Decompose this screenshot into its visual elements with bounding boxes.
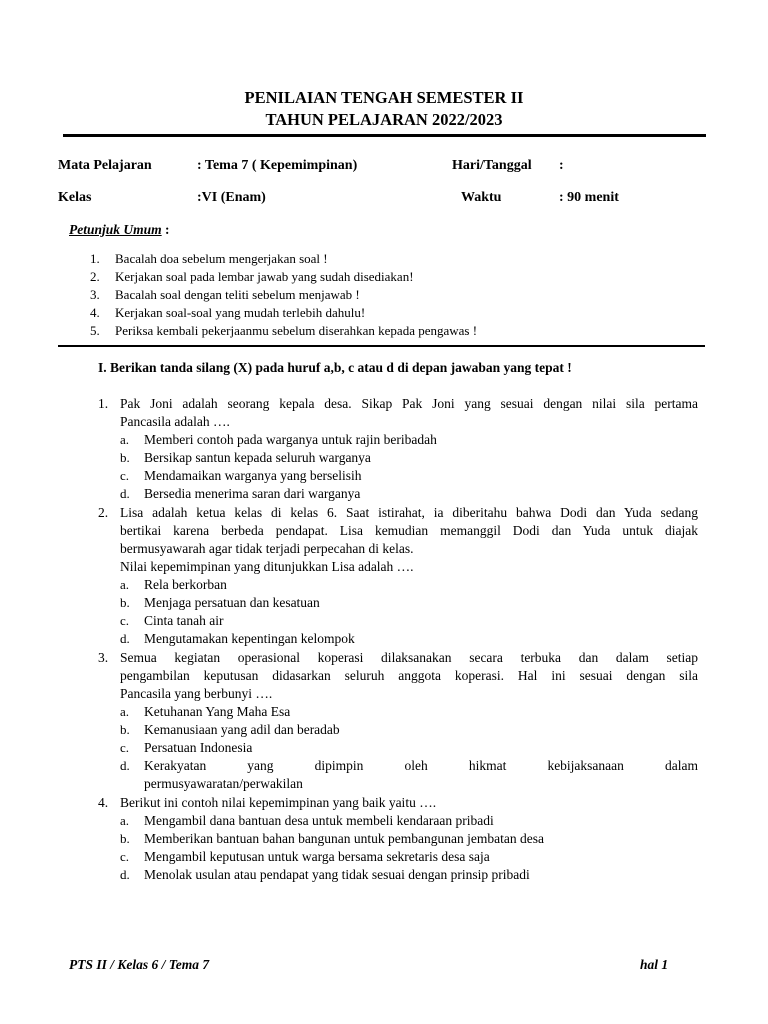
option-letter: d.: [120, 867, 130, 882]
class-label: Kelas: [58, 190, 92, 205]
option-letter: a.: [120, 813, 130, 828]
option-text: Menolak usulan atau pendapat yang tidak sesuai dengan prinsip pribadi: [144, 867, 530, 882]
option-text: Kerakyatan yang dipimpin oleh hikmat kebijaksanaan dalam: [144, 758, 698, 773]
option-letter: b.: [120, 722, 130, 737]
question-text: bermusyawarah agar tidak terjadi perpecahan di kelas.: [120, 541, 414, 556]
option-text: Mengutamakan kepentingan kelompok: [144, 631, 355, 646]
option-letter: c.: [120, 468, 130, 483]
option-letter: c.: [120, 613, 130, 628]
question-number: 4.: [98, 795, 109, 810]
question-number: 1.: [98, 396, 109, 411]
instructions-title-colon: :: [161, 222, 170, 237]
question-text: Berikut ini contoh nilai kepemimpinan yang baik yaitu ….: [120, 795, 437, 810]
question-number: 3.: [98, 650, 109, 665]
section-divider: [58, 345, 705, 347]
option-text: Ketuhanan Yang Maha Esa: [144, 704, 291, 719]
instruction-number: 2.: [90, 269, 100, 284]
instruction-number: 1.: [90, 251, 100, 266]
page-number: hal 1: [640, 957, 669, 972]
option-text: Bersedia menerima saran dari warganya: [144, 486, 361, 501]
footer-left: PTS II / Kelas 6 / Tema 7: [69, 957, 210, 972]
subject-value: : Tema 7 ( Kepemimpinan): [197, 158, 358, 173]
instruction-text: Periksa kembali pekerjaanmu sebelum diserahkan kepada pengawas !: [115, 323, 478, 338]
option-text: Kemanusiaan yang adil dan beradab: [144, 722, 340, 737]
option-letter: b.: [120, 595, 130, 610]
option-text: Menjaga persatuan dan kesatuan: [144, 595, 320, 610]
option-text: Memberikan bantuan bahan bangunan untuk pembangunan jembatan desa: [144, 831, 544, 846]
option-text: Bersikap santun kepada seluruh warganya: [144, 450, 371, 465]
instruction-number: 3.: [90, 287, 100, 302]
option-letter: c.: [120, 849, 130, 864]
question-text: Lisa adalah ketua kelas di kelas 6. Saat istirahat, ia diberitahu bahwa Dodi dan Yuda sedang: [120, 505, 698, 520]
class-value: :VI (Enam): [197, 190, 266, 205]
section-heading: I. Berikan tanda silang (X) pada huruf a,b, c atau d di depan jawaban yang tepat !: [98, 360, 572, 375]
option-letter: a.: [120, 704, 130, 719]
question-number: 2.: [98, 505, 109, 520]
question-text: Nilai kepemimpinan yang ditunjukkan Lisa adalah ….: [120, 559, 414, 574]
option-letter: b.: [120, 831, 130, 846]
option-letter: d.: [120, 631, 130, 646]
question-text: Pak Joni adalah seorang kepala desa. Sikap Pak Joni yang sesuai dengan nilai sila pertama: [120, 396, 698, 411]
date-value: :: [559, 158, 564, 173]
instruction-text: Kerjakan soal pada lembar jawab yang sudah disediakan!: [115, 269, 414, 284]
option-text-continued: permusyawaratan/perwakilan: [144, 776, 303, 791]
header-divider: [63, 134, 706, 137]
page-subtitle: TAHUN PELAJARAN 2022/2023: [265, 110, 503, 129]
question-text: bertikai karena berbeda pendapat. Lisa kemudian memanggil Dodi dan Yuda untuk diajak: [120, 523, 698, 538]
option-letter: b.: [120, 450, 130, 465]
option-text: Persatuan Indonesia: [144, 740, 253, 755]
option-text: Rela berkorban: [144, 577, 227, 592]
question-text: Semua kegiatan operasional koperasi dilaksanakan secara terbuka dan dalam setiap: [120, 650, 698, 665]
page-title: PENILAIAN TENGAH SEMESTER II: [244, 88, 524, 107]
option-letter: d.: [120, 758, 130, 773]
option-text: Mendamaikan warganya yang berselisih: [144, 468, 362, 483]
question-text: Pancasila adalah ….: [120, 414, 230, 429]
instructions-title-text: Petunjuk Umum: [69, 222, 162, 237]
instruction-text: Bacalah soal dengan teliti sebelum menjawab !: [115, 287, 360, 302]
option-text: Mengambil keputusan untuk warga bersama sekretaris desa saja: [144, 849, 490, 864]
option-text: Memberi contoh pada warganya untuk rajin beribadah: [144, 432, 437, 447]
option-text: Mengambil dana bantuan desa untuk membeli kendaraan pribadi: [144, 813, 494, 828]
time-value: : 90 menit: [559, 190, 619, 205]
time-label: Waktu: [461, 190, 502, 205]
option-text: Cinta tanah air: [144, 613, 224, 628]
instructions-title: [69, 222, 170, 238]
question-text: Pancasila yang berbunyi ….: [120, 686, 273, 701]
option-letter: d.: [120, 486, 130, 501]
instruction-number: 5.: [90, 323, 100, 338]
instruction-text: Kerjakan soal-soal yang mudah terlebih dahulu!: [115, 305, 366, 320]
date-label: Hari/Tanggal: [452, 158, 532, 173]
instruction-number: 4.: [90, 305, 100, 320]
subject-label: Mata Pelajaran: [58, 158, 152, 173]
option-letter: a.: [120, 577, 130, 592]
question-text: pengambilan keputusan didasarkan seluruh anggota koperasi. Hal ini sesuai dengan sila: [120, 668, 698, 683]
instruction-text: Bacalah doa sebelum mengerjakan soal !: [115, 251, 328, 266]
option-letter: c.: [120, 740, 130, 755]
option-letter: a.: [120, 432, 130, 447]
